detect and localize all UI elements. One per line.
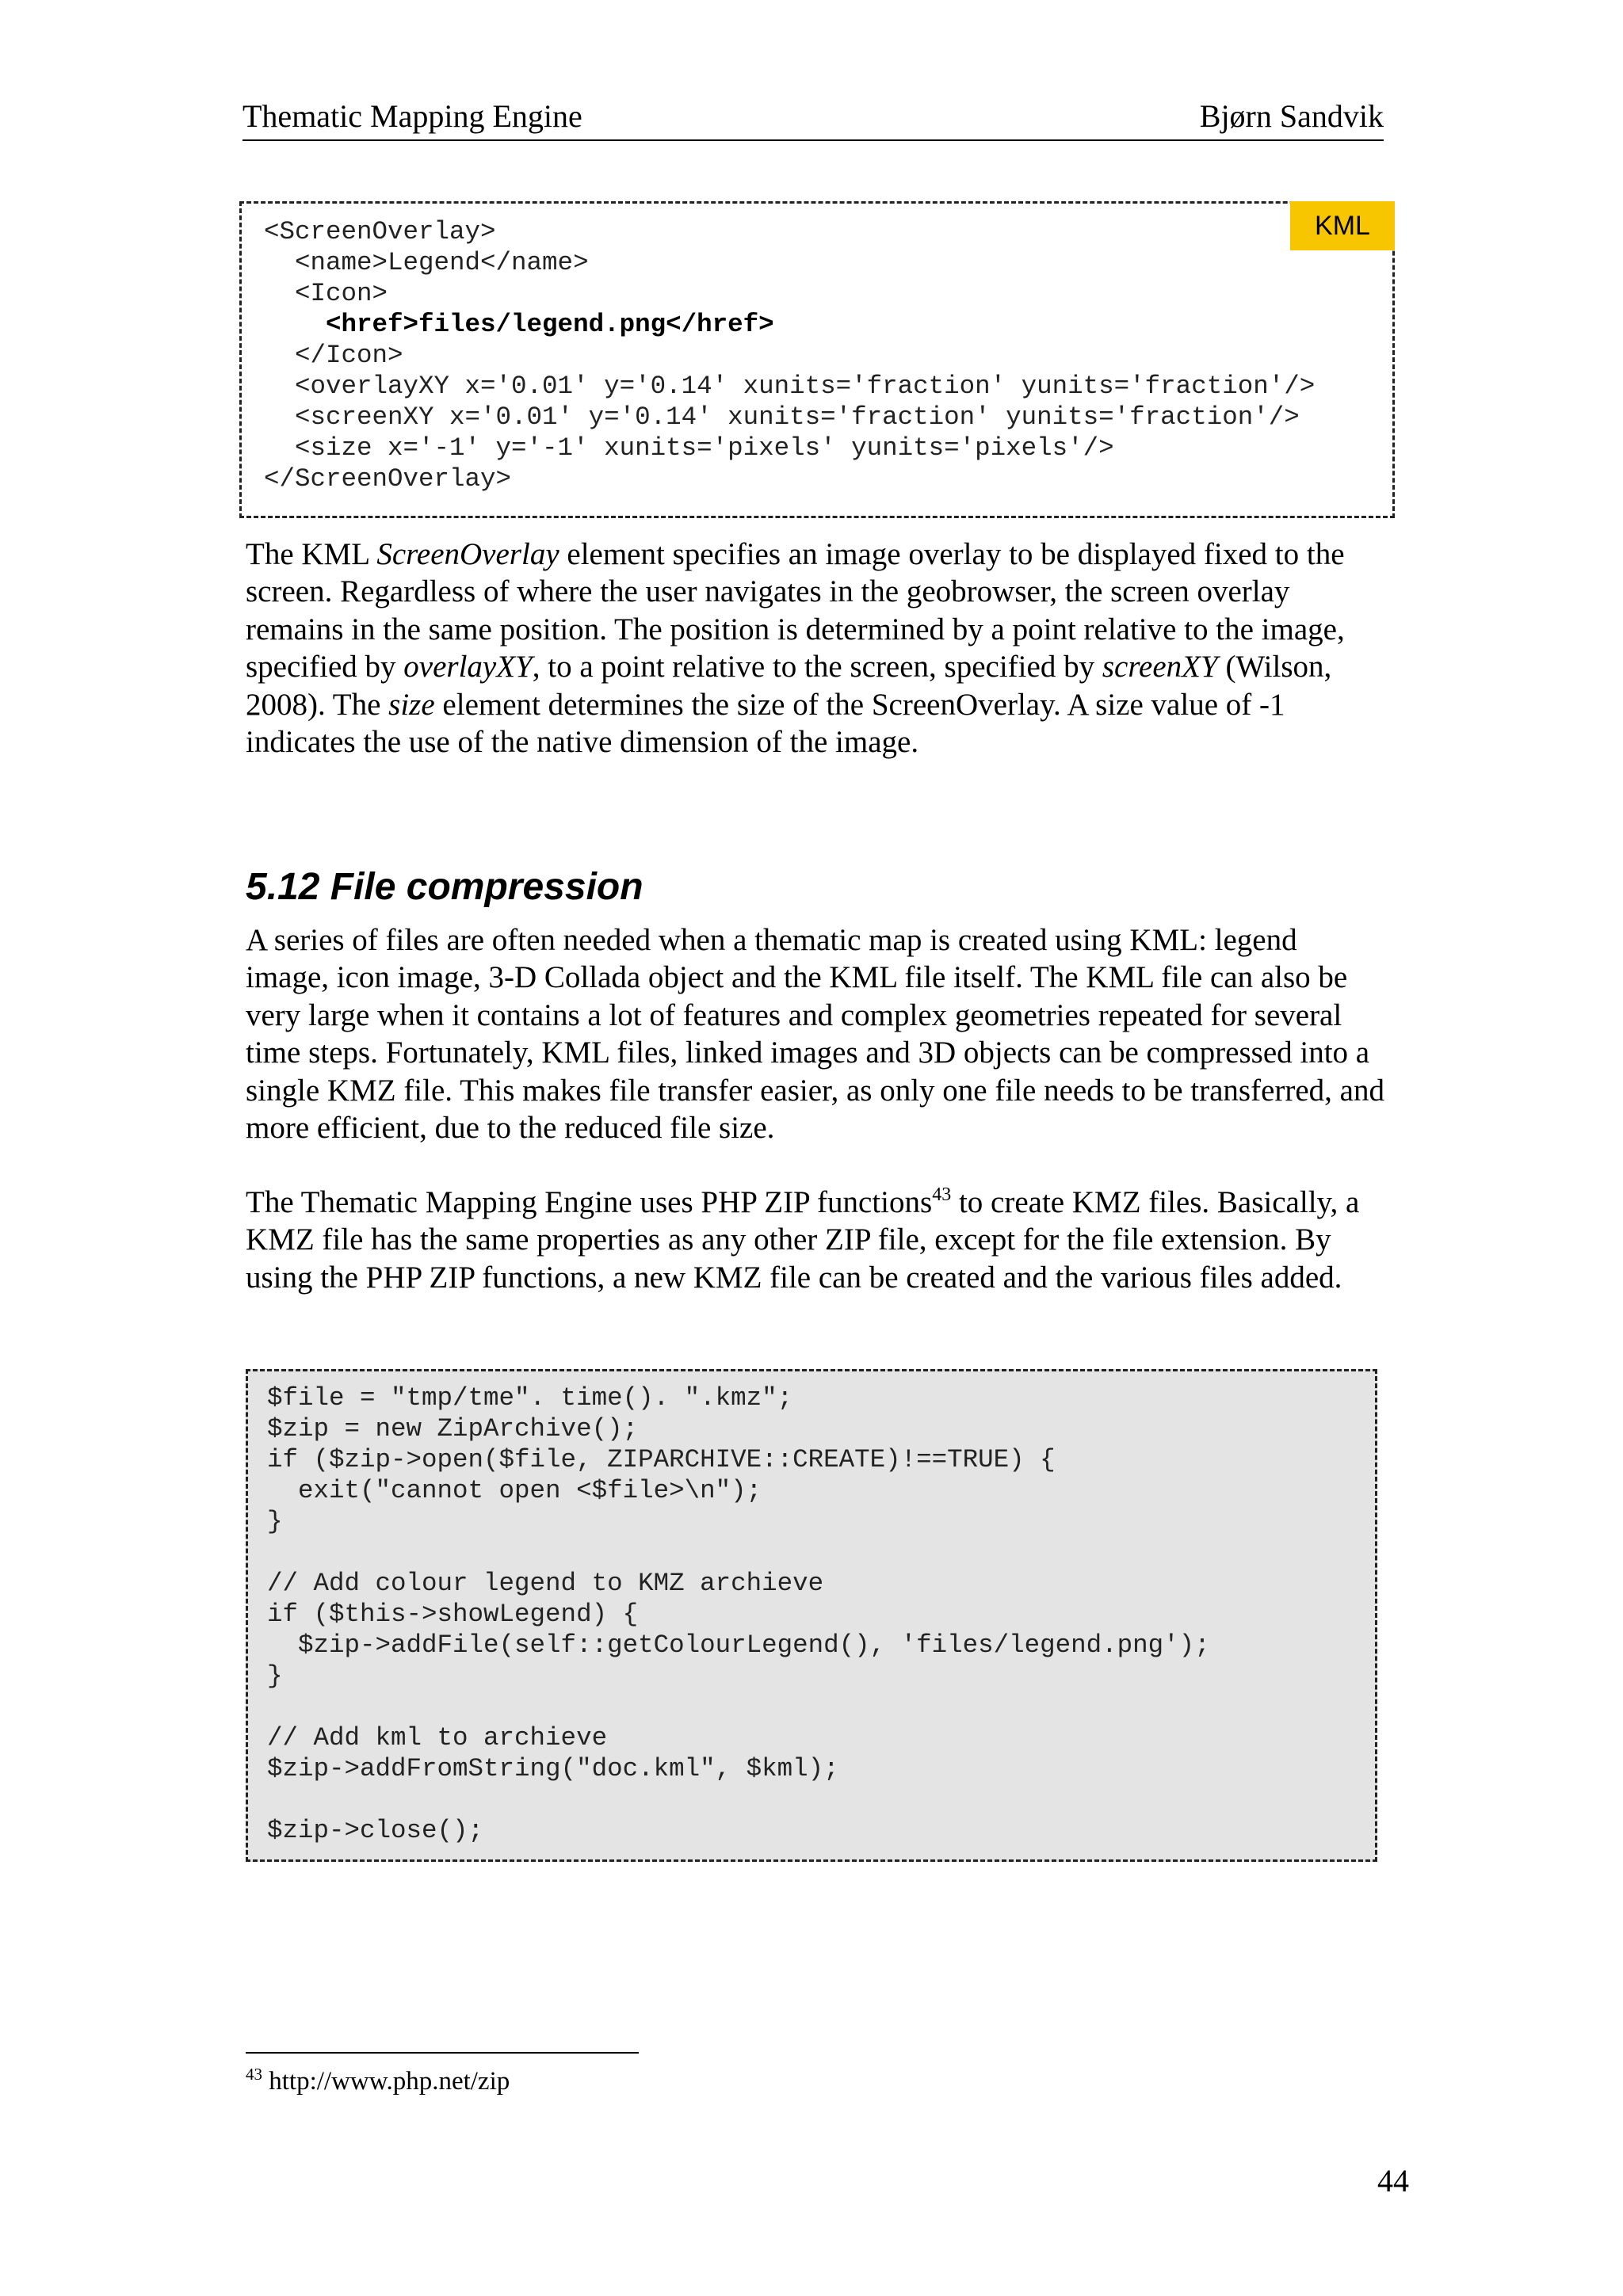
code-line: // Add colour legend to KMZ archieve (267, 1569, 824, 1598)
code-line: } (267, 1507, 283, 1536)
header-title: Thematic Mapping Engine (242, 98, 582, 134)
page-number: 44 (1377, 2163, 1409, 2199)
code-line: if ($zip->open($file, ZIPARCHIVE::CREATE)!==TRUE) { (267, 1445, 1056, 1474)
term-screenxy: screenXY (1102, 650, 1218, 685)
term-screenoverlay: ScreenOverlay (376, 537, 559, 571)
code-line: exit("cannot open <$file>\n"); (267, 1476, 762, 1505)
php-code (267, 1383, 1210, 1846)
header-author: Bjørn Sandvik (1199, 98, 1384, 134)
code-line: <ScreenOverlay> (264, 217, 496, 246)
footnote-reference[interactable]: 43 (932, 1184, 952, 1205)
code-line: <href>files/legend.png</href> (264, 310, 774, 339)
footnote (246, 2063, 510, 2100)
paragraph-php-zip: The Thematic Mapping Engine uses PHP ZIP functions$^{43}$ to create KMZ files. Basically, a KMZ file has the same properties as any other ZIP file, except for the file extension. By using the PHP ZIP functions, a new KMZ file can be created and the various files added. (246, 1184, 1360, 1295)
code-line: $file = "tmp/tme". time(). ".kmz"; (267, 1383, 793, 1413)
paragraph-file-compression: A series of files are often needed when a thematic map is created using KML: legend image, icon image, 3-D Collada object and the KML file itself. The KML file can also be very large when it contains a lot of features and complex geometries repeated for several time steps. Fortunately, KML files, linked images and 3D objects can be compressed into a single KMZ file. This makes file transfer easier, as only one file needs to be transferred, and more efficient, due to the reduced file size. (246, 923, 1384, 1146)
term-overlayxy: overlayXY (403, 650, 533, 685)
term-size: size (388, 687, 435, 722)
code-line: </ScreenOverlay> (264, 464, 512, 494)
code-line: $zip->addFromString("doc.kml", $kml); (267, 1754, 839, 1783)
code-line: <screenXY x='0.01' y='0.14' xunits='fraction' yunits='fraction'/> (264, 402, 1300, 432)
code-line: if ($this->showLegend) { (267, 1600, 639, 1629)
section-heading: 5.12 File compression (246, 866, 643, 908)
code-line: <size x='-1' y='-1' xunits='pixels' yunits='pixels'/> (264, 433, 1114, 463)
code-line: <overlayXY x='0.01' y='0.14' xunits='fraction' yunits='fraction'/> (264, 372, 1316, 401)
kml-language-tag: KML (1290, 201, 1395, 250)
code-line: <Icon> (264, 279, 388, 308)
code-line: </Icon> (264, 341, 403, 370)
paragraph-screenoverlay: The KML ScreenOverlay element specifies an image overlay to be displayed fixed to the screen. Regardless of where the user navigates in the geobrowser, the screen overlay remains in the same position. The position is determined by a point relative to the image, specified by overlayXY, to a point relative to the screen, specified by screenXY (Wilson, 2008). The size element determines the size of the ScreenOverlay. A size value of -1 indicates the use of the native dimension of the image. (246, 537, 1345, 760)
footnote-separator (246, 2052, 639, 2054)
code-line: $zip->addFile(self::getColourLegend(), 'files/legend.png'); (267, 1630, 1210, 1660)
running-header (242, 93, 1384, 141)
code-line: } (267, 1661, 283, 1691)
kml-code-listing (239, 201, 1395, 518)
code-line: $zip->close(); (267, 1816, 484, 1845)
code-line: $zip = new ZipArchive(); (267, 1414, 639, 1444)
code-line: <name>Legend</name> (264, 248, 589, 277)
php-code-listing (246, 1369, 1377, 1862)
footnote-number: 43 (246, 2065, 262, 2084)
code-line: // Add kml to archieve (267, 1723, 608, 1753)
footnote-link[interactable]: http://www.php.net/zip (262, 2067, 510, 2096)
kml-code (264, 216, 1315, 494)
